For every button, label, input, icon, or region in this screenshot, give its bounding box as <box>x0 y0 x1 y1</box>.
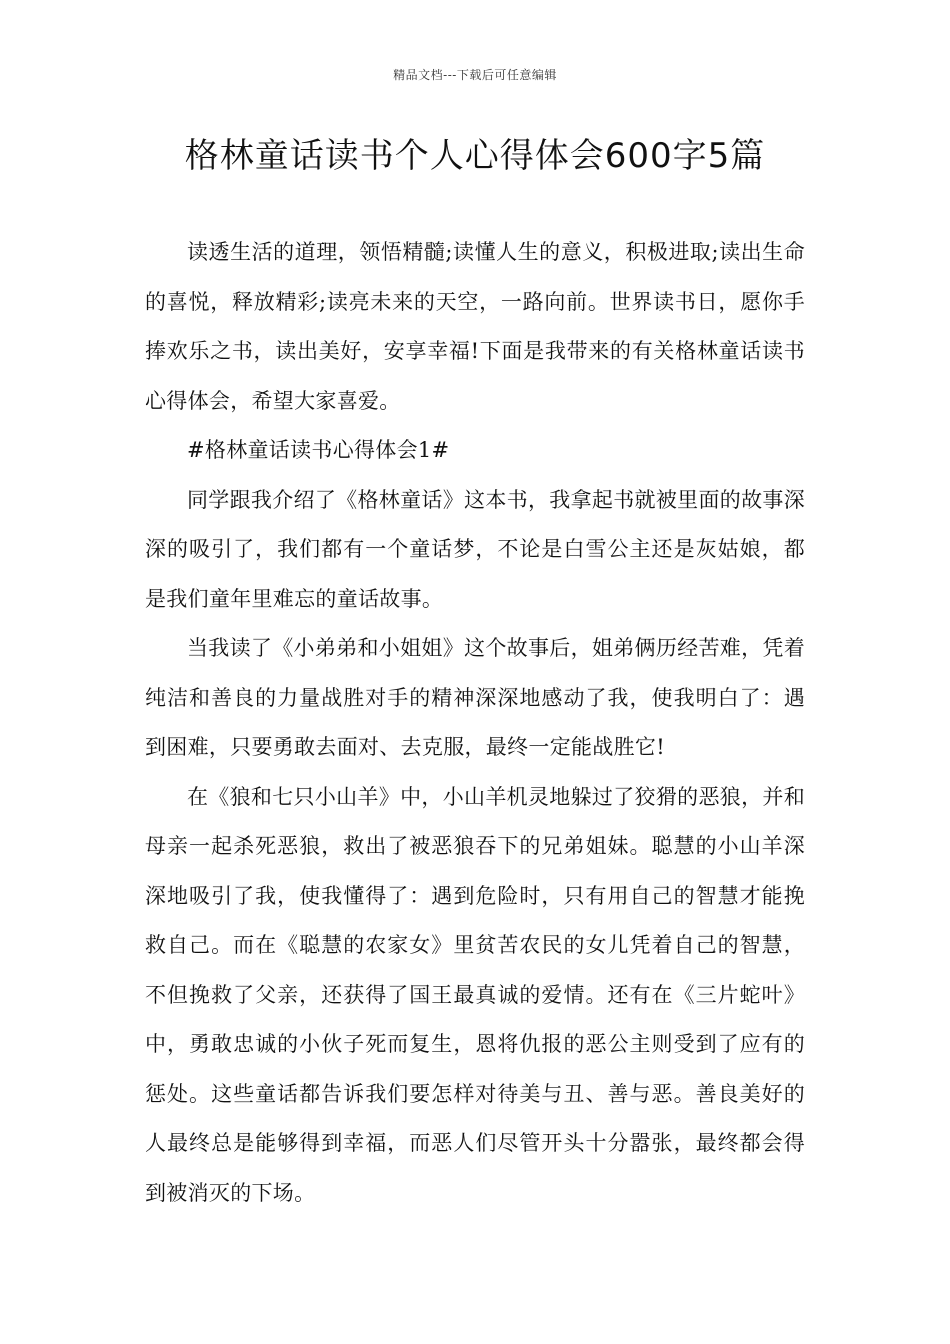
document-body <box>145 228 805 1218</box>
paragraph: 当我读了《小弟弟和小姐姐》这个故事后，姐弟俩历经苦难，凭着纯洁和善良的力量战胜对手的精神深深地感动了我，使我明白了：遇到困难，只要勇敢去面对、去克服，最终一定能战胜它! <box>145 636 805 759</box>
document-title: 格林童话读书个人心得体会600字5篇 <box>184 136 766 176</box>
header-note: 精品文档---下载后可任意编辑 <box>393 68 557 82</box>
paragraph-intro: 读透生活的道理，领悟精髓;读懂人生的意义，积极进取;读出生命的喜悦，释放精彩;读亮未来的天空，一路向前。世界读书日，愿你手捧欢乐之书，读出美好，安享幸福!下面是我带来的有关格林童话读书心得体会，希望大家喜爱。 <box>145 240 805 413</box>
paragraph: 同学跟我介绍了《格林童话》这本书，我拿起书就被里面的故事深深的吸引了，我们都有一个童话梦，不论是白雪公主还是灰姑娘，都是我们童年里难忘的童话故事。 <box>145 487 805 611</box>
paragraph: 在《狼和七只小山羊》中，小山羊机灵地躲过了狡猾的恶狼，并和母亲一起杀死恶狼，救出了被恶狼吞下的兄弟姐妹。聪慧的小山羊深深地吸引了我，使我懂得了：遇到危险时，只有用自己的智慧才能挽救自己。而在《聪慧的农家女》里贫苦农民的女儿凭着自己的智慧，不但挽救了父亲，还获得了国王最真诚的爱情。还有在《三片蛇叶》中，勇敢忠诚的小伙子死而复生，恩将仇报的恶公主则受到了应有的惩处。这些童话都告诉我们要怎样对待美与丑、善与恶。善良美好的人最终总是能够得到幸福，而恶人们尽管开头十分嚣张，最终都会得到被消灭的下场。 <box>145 784 805 1205</box>
section-heading: #格林童话读书心得体会1# <box>187 438 450 462</box>
